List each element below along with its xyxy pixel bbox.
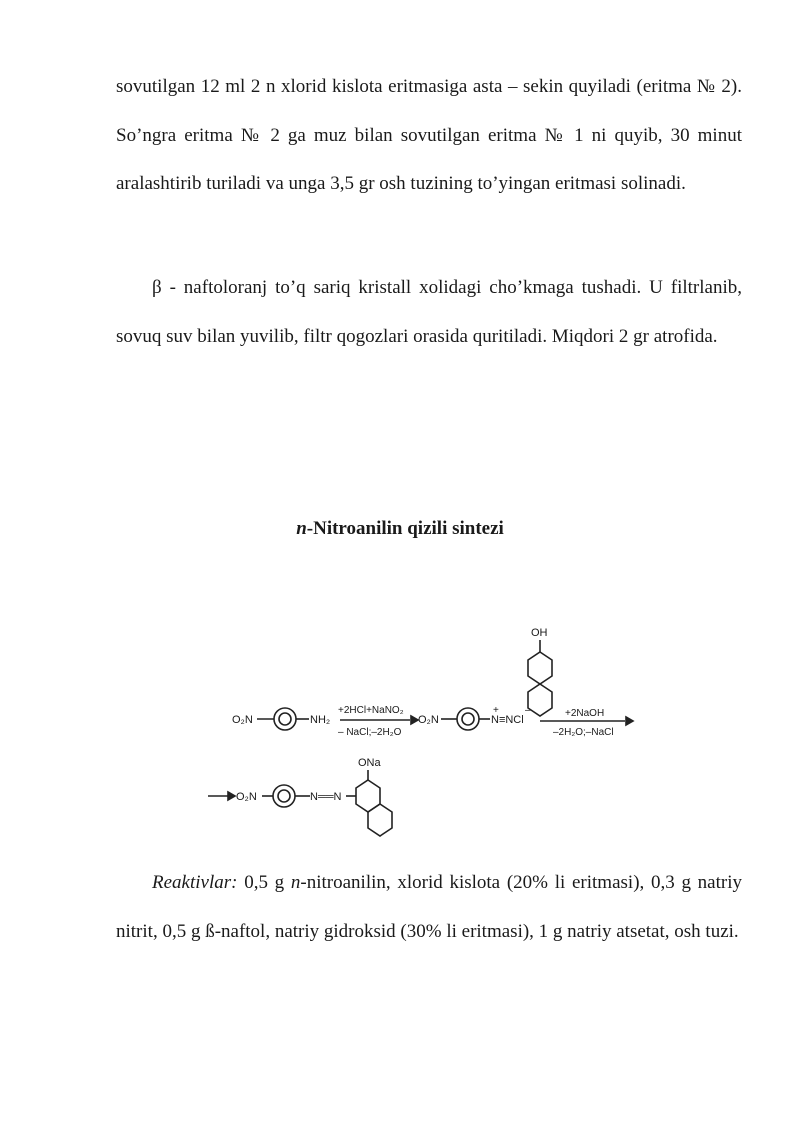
reagent-2-bottom: –2H₂O;–NaCl <box>553 727 614 738</box>
o2n-label-2: O₂N <box>418 714 439 726</box>
benzene-ring-1-inner <box>279 713 291 725</box>
benzene-ring-3 <box>273 785 295 807</box>
benzene-ring-2 <box>457 708 479 730</box>
ona-label: ONa <box>358 757 381 769</box>
title-italic-n: n <box>296 518 307 539</box>
naphthol-ring-a <box>528 652 552 684</box>
o2n-label-1: O₂N <box>232 714 253 726</box>
title-text: -Nitroanilin qizili sintezi <box>306 518 504 539</box>
reagents-text-2: -nitroanilin, xlorid kislota (20% li eritmasi), 0,3 g natriy nitrit, 0,5 g ß-naftol, natriy gidroksid (30% li eritmasi), 1 g natriy atsetat, osh tuzi. <box>116 872 743 942</box>
benzene-ring-1 <box>274 708 296 730</box>
nh2-label: NH₂ <box>310 714 331 726</box>
benzene-ring-3-inner <box>278 790 290 802</box>
section-title <box>0 518 800 540</box>
paragraph-reagents <box>116 859 742 956</box>
minus-charge: – <box>525 705 531 716</box>
reagent-1-top: +2HCl+NaNO₂ <box>338 705 404 716</box>
plus-charge: + <box>493 705 499 716</box>
arrow-1-head <box>411 716 418 724</box>
diazonium-label: N≡NCl <box>491 714 524 726</box>
azo-label: N══N <box>310 791 342 803</box>
reagents-label: Reaktivlar: <box>152 872 238 893</box>
arrow-2-head <box>626 717 633 725</box>
reagents-n-italic: n <box>290 872 301 893</box>
o2n-label-3: O₂N <box>236 791 257 803</box>
reagents-text-1: 0,5 g <box>237 872 291 893</box>
reagent-1-bottom: – NaCl;–2H₂O <box>338 727 402 738</box>
reagent-2-top: +2NaOH <box>565 708 605 719</box>
reaction-scheme <box>0 600 800 850</box>
paragraph-1: sovutilgan 12 ml 2 n xlorid kislota eritmasiga asta – sekin quyiladi (eritma № 2). So’ngra eritma № 2 ga muz bilan sovutilgan eritma № 1 ni quyib, 30 minut aralashtirib turiladi va unga 3,5 gr osh tuzining to’yingan eritmasi solinadi. <box>116 76 742 195</box>
naphthol-ring-d <box>368 804 392 836</box>
oh-label: OH <box>531 627 548 639</box>
paragraph-2: β - naftoloranj to’q sariq kristall xolidagi cho’kmaga tushadi. U filtrlanib, sovuq suv bilan yuvilib, filtr qogozlari orasida quritiladi. Miqdori 2 gr atrofida. <box>116 277 742 347</box>
benzene-ring-2-inner <box>462 713 474 725</box>
naphthol-ring-b <box>528 684 552 716</box>
